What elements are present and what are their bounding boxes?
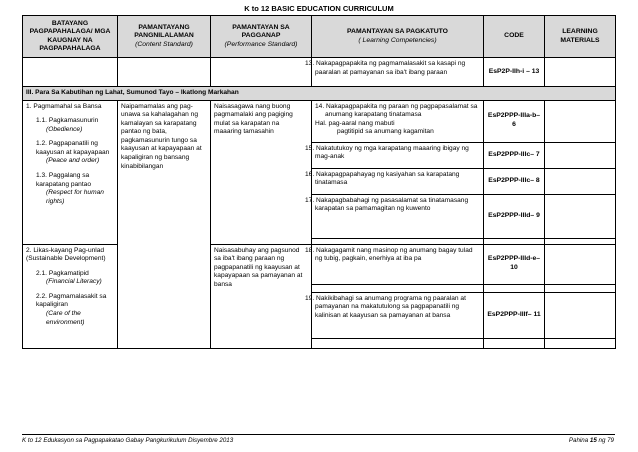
document-title: K to 12 BASIC EDUCATION CURRICULUM	[244, 4, 394, 13]
values-cell-2	[23, 244, 118, 348]
value-sub-2-1: 2.1. Pagkamatipid (Financial Literacy)	[36, 269, 102, 286]
quarter-heading: III. Para Sa Kabutihan ng Lahat, Sumunod Tayo – Ikatlong Markahan	[23, 87, 616, 101]
header-row	[23, 16, 616, 58]
code-13: EsP2P-IIh-i – 13	[484, 58, 545, 87]
values-cell-1	[23, 100, 118, 244]
table-row	[23, 58, 616, 87]
competency-16: 16. Nakapagpapahayag ng kasiyahan sa karapatang tinatamasa	[312, 168, 484, 194]
value-main-1: 1. Pagmamahal sa Bansa	[26, 102, 102, 110]
header-content-standard	[118, 16, 211, 58]
competency-19: 19. Nakikibahagi sa anumang programa ng paaralan at pamayanan na makatutulong sa pagpapanatili ng kalinisan at kaayusan sa pamayanan at bansa	[312, 292, 484, 338]
code-17: EsP2PPP-IIId– 9	[484, 194, 545, 238]
value-main-2: 2. Likas-kayang Pag-unlad (Sustainable Development)	[26, 246, 106, 263]
header-learning-competencies-en: ( Learning Competencies)	[358, 36, 437, 44]
content-standard-cell: Naipamamalas ang pag-unawa sa kahalagahan ng kamalayan sa karapatang pantao ng bata, pagkamasunurin tungo sa kaayusan at kapayapaan at kapaligiran ng bansang kinabibilangan	[118, 100, 211, 348]
value-sub-1-1: 1.1. Pagkamasunurin (Obedience)	[36, 117, 99, 133]
table-row	[23, 244, 616, 284]
header-learning-competencies	[312, 16, 484, 58]
quarter-heading-row	[23, 87, 616, 101]
competency-18: 18. Nakagagamit nang masinop ng anumang bagay tulad ng tubig, pagkain, enerhiya at iba pa	[312, 244, 484, 284]
header-performance-standard	[211, 16, 312, 58]
value-sub-1-2: 1.2. Pagpapanatili ng kaayusan at kapayapaan (Peace and order)	[36, 140, 110, 165]
header-code: CODE	[484, 16, 545, 58]
header-learning-competencies-label: PAMANTAYAN SA PAGKATUTO	[347, 28, 448, 36]
footer-divider	[22, 434, 615, 435]
performance-standard-cell-2: Naisasabuhay ang pagsunod sa iba't ibang paraan ng pagpapanatili ng kaayusan at kapayapaan sa pamayanan at bansa	[211, 244, 312, 348]
header-values: BATAYANG PAGPAPAHALAGA/ MGA KAUGNAY NA PAGPAPAHALAGA	[23, 16, 118, 58]
competency-15: 15. Nakatutukoy ng mga karapatang maaaring ibigay ng mag-anak	[312, 142, 484, 168]
value-sub-1-3: 1.3. Paggalang sa karapatang pantao (Respect for human rights)	[36, 171, 104, 205]
header-performance-standard-en: (Performance Standard)	[224, 40, 298, 48]
footer-source: K to 12 Edukasyon sa Pagpapakatao Gabay Pangkurikulum Disyembre 2013	[22, 437, 234, 444]
footer-page-number: Pahina 15 ng 79	[568, 437, 614, 444]
performance-standard-cell-1: Naisasagawa nang buong pagmamalaki ang pagiging mulat sa karapatan na maaaring tamasahin	[211, 100, 312, 244]
code-18: EsP2PPP-IIId-e– 10	[484, 244, 545, 284]
code-15: EsP2PPP-IIIc– 7	[484, 142, 545, 168]
competency-13: 13. Nakapagpapakita ng pagmamalasakit sa kasapi ng paaralan at pamayanan sa iba't ibang paraan	[312, 58, 484, 87]
header-learning-materials: LEARNING MATERIALS	[545, 16, 616, 58]
curriculum-table	[22, 15, 616, 349]
code-19: EsP2PPP-IIIf– 11	[484, 292, 545, 338]
value-sub-2-2: 2.2. Pagmamalasakit sa kapaligiran (Care of the environment)	[36, 292, 107, 326]
header-content-standard-en: (Content Standard)	[135, 40, 193, 48]
competency-14: 14. Nakapagpapakita ng paraan ng pagpapasalamat sa anumang karapatang tinatamasa Hal. pag-aaral nang mabuti pagtitipid sa anumang kagamitan	[312, 100, 484, 142]
table-row	[23, 100, 616, 142]
header-performance-standard-label: PAMANTAYAN SA PAGGANAP	[232, 23, 290, 40]
code-14: EsP2PPP-IIIa-b– 6	[484, 100, 545, 142]
competency-17: 17. Nakapagbabahagi ng pasasalamat sa tinatamasang karapatan sa pamamagitan ng kuwento	[312, 194, 484, 238]
header-content-standard-label: PAMANTAYANG PANGNILALAMAN	[134, 23, 194, 40]
code-16: EsP2PPP-IIIc– 8	[484, 168, 545, 194]
